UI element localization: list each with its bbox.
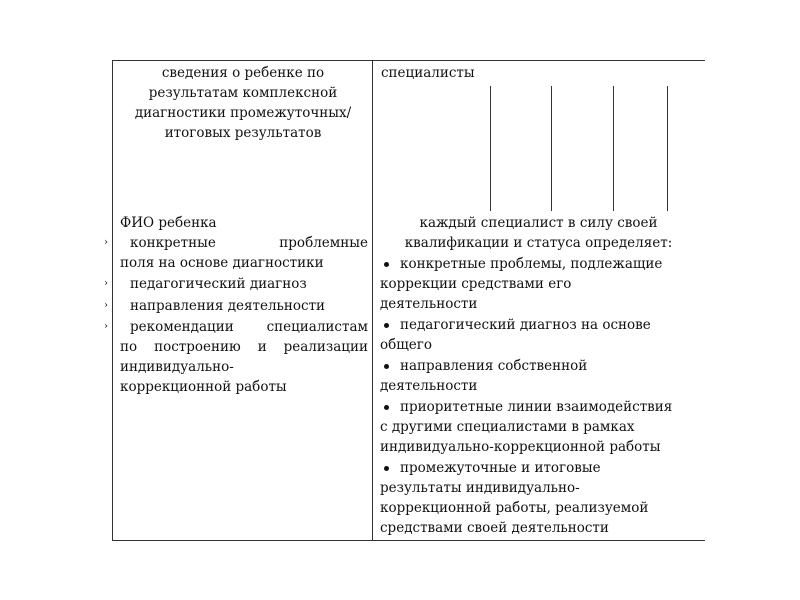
- header-left-line-4: итоговых результатов: [164, 125, 322, 141]
- left-item-4-word-2: специалистам: [266, 319, 368, 335]
- header-left-line-2: результатам комплексной: [148, 85, 338, 101]
- specialist-column-line-2: [551, 86, 552, 211]
- left-item-4-line-3: индивидуально-: [120, 359, 234, 375]
- left-item-1-line-1: [120, 234, 368, 252]
- right-item-5-line-1: промежуточные и итоговые: [400, 460, 601, 476]
- right-item-4-line-3: индивидуально-коррекционной работы: [380, 439, 661, 455]
- header-left-line-3: диагностики промежуточных/: [134, 105, 352, 121]
- right-item-2-line-2: общего: [380, 337, 432, 353]
- left-bullet-2: ›: [104, 278, 108, 289]
- left-bullet-1: ›: [104, 237, 108, 248]
- header-left-line-1: сведения о ребенке по: [161, 65, 325, 81]
- left-bullet-3: ›: [104, 300, 108, 311]
- right-item-4-line-1: приоритетные линии взаимодействия: [400, 399, 673, 415]
- table-bottom-border: [112, 540, 705, 541]
- left-item-1-word-1: конкретные: [130, 235, 216, 251]
- left-item-3-line-1: направления деятельности: [130, 298, 326, 314]
- right-item-5-line-3: коррекционной работы, реализуемой: [380, 500, 649, 516]
- right-item-1-line-1: конкретные проблемы, подлежащие: [400, 256, 663, 272]
- table-top-border: [112, 60, 705, 61]
- right-title-line-1: каждый специалист в силу своей: [419, 215, 658, 231]
- left-title-child-name: ФИО ребенка: [120, 215, 217, 231]
- left-item-4-line-2-word-1: по: [120, 339, 138, 355]
- right-bullet-4: [384, 405, 389, 410]
- right-title-line-2: квалификации и статуса определяет:: [404, 235, 673, 251]
- left-item-4-line-2: [120, 338, 368, 356]
- left-item-1-word-2: проблемные: [279, 235, 368, 251]
- right-item-5-line-4: средствами своей деятельности: [380, 520, 609, 536]
- specialist-column-line-4: [667, 86, 668, 211]
- right-item-1-line-3: деятельности: [380, 296, 478, 312]
- right-item-5-line-2: результаты индивидуально-: [380, 480, 580, 496]
- right-item-2-line-1: педагогический диагноз на основе: [400, 317, 651, 333]
- left-item-4-line-2-word-4: реализации: [283, 339, 368, 355]
- left-item-2-line-1: педагогический диагноз: [130, 276, 307, 292]
- right-bullet-5: [384, 466, 389, 471]
- header-right-specialists: специалисты: [381, 65, 475, 81]
- left-item-4-line-2-word-3: и: [257, 339, 267, 355]
- right-item-3-line-2: деятельности: [380, 378, 478, 394]
- left-item-1-line-2: поля на основе диагностики: [120, 255, 324, 271]
- right-bullet-2: [384, 323, 389, 328]
- specialist-column-line-1: [490, 86, 491, 211]
- left-item-4-line-4: коррекционной работы: [120, 379, 287, 395]
- right-item-1-line-2: коррекции средствами его: [380, 276, 572, 292]
- left-item-4-line-2-word-2: построению: [154, 339, 241, 355]
- left-item-4-line-1: [120, 318, 368, 336]
- right-bullet-3: [384, 364, 389, 369]
- right-bullet-1: [384, 262, 389, 267]
- table-column-divider: [372, 60, 373, 541]
- table-left-border: [112, 60, 113, 541]
- specialist-column-line-3: [613, 86, 614, 211]
- right-item-4-line-2: с другими специалистами в рамках: [380, 419, 635, 435]
- left-item-4-word-1: рекомендации: [130, 319, 234, 335]
- right-item-3-line-1: направления собственной: [400, 358, 588, 374]
- left-bullet-4: ›: [104, 321, 108, 332]
